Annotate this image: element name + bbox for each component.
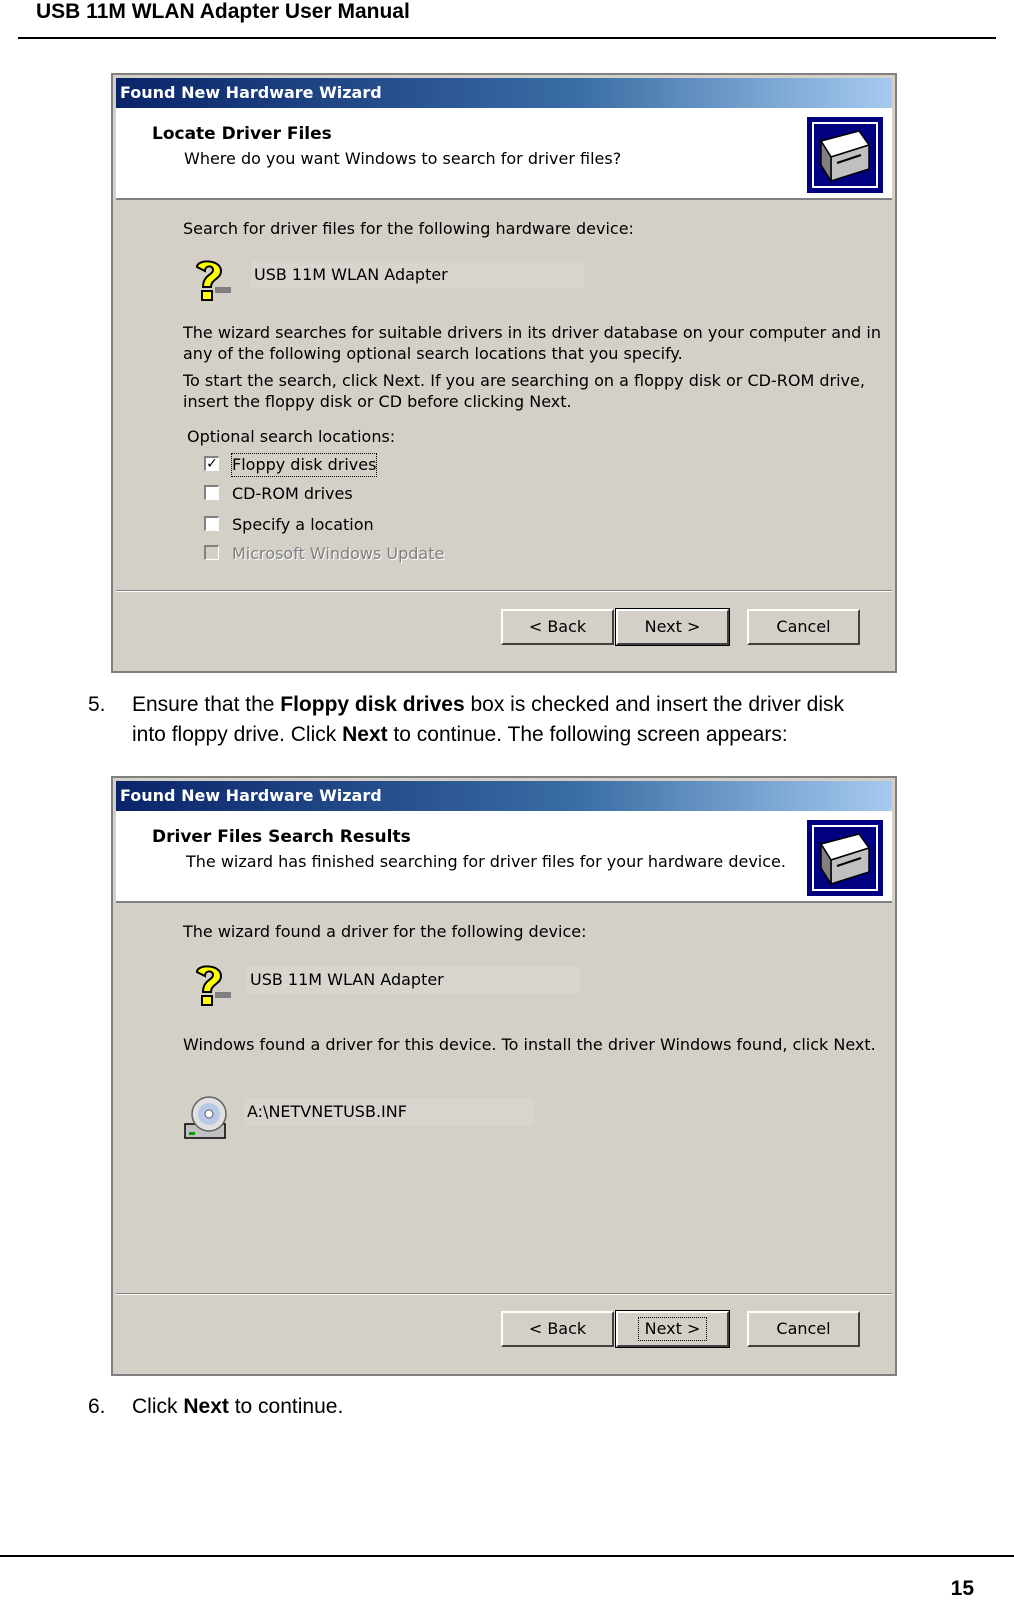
dialog-titlebar: Found New Hardware Wizard <box>116 78 892 108</box>
unknown-device-icon <box>183 962 235 1014</box>
wizard-description-line2: any of the following optional search locations that you specify. <box>183 344 683 363</box>
option-label: Specify a location <box>232 515 374 534</box>
device-name-field: USB 11M WLAN Adapter <box>247 966 580 994</box>
page-number: 15 <box>950 1577 974 1600</box>
wizard-dialog-search-results <box>111 776 897 1376</box>
found-driver-message: Windows found a driver for this device. To install the driver Windows found, click Next. <box>183 1035 876 1054</box>
cancel-button[interactable]: Cancel <box>747 1311 860 1347</box>
floppy-checkbox[interactable]: ✓ <box>204 456 219 471</box>
back-button[interactable]: < Back <box>501 1311 614 1347</box>
back-button[interactable]: < Back <box>501 609 614 645</box>
windows-update-checkbox <box>204 545 219 560</box>
banner-heading: Driver Files Search Results <box>152 827 411 847</box>
unknown-device-icon <box>183 257 235 309</box>
dialog-banner <box>116 811 892 903</box>
found-intro: The wizard found a driver for the following device: <box>183 922 587 941</box>
cdrom-checkbox[interactable] <box>204 485 219 500</box>
search-intro: Search for driver files for the following hardware device: <box>183 219 634 238</box>
wizard-description <box>183 322 881 364</box>
step-number: 6. <box>88 1395 106 1418</box>
wizard-dialog-locate-driver <box>111 73 897 673</box>
specify-location-checkbox[interactable] <box>204 516 219 531</box>
cancel-button[interactable]: Cancel <box>747 609 860 645</box>
cd-drive-icon <box>183 1094 233 1144</box>
dialog-banner <box>116 108 892 200</box>
driver-path-field: A:\NETVNETUSB.INF <box>244 1098 533 1126</box>
step-6 <box>88 1392 988 1422</box>
banner-subheading: Where do you want Windows to search for driver files? <box>184 149 622 168</box>
search-instructions-line2: insert the floppy disk or CD before clicking Next. <box>183 392 572 411</box>
step-number: 5. <box>88 693 106 716</box>
footer-rule <box>0 1555 1014 1557</box>
wizard-description-line1: The wizard searches for suitable drivers in its driver database on your computer and in <box>183 323 881 342</box>
device-name-field: USB 11M WLAN Adapter <box>251 261 584 289</box>
button-separator <box>116 1293 892 1295</box>
banner-heading: Locate Driver Files <box>152 124 332 144</box>
document-header-title: USB 11M WLAN Adapter User Manual <box>36 0 410 23</box>
search-instructions <box>183 370 865 412</box>
header-rule <box>18 37 996 39</box>
hardware-wizard-icon <box>807 117 883 193</box>
step-text: Click Next to continue. <box>132 1395 344 1418</box>
banner-subheading: The wizard has finished searching for driver files for your hardware device. <box>186 852 786 871</box>
option-label: Floppy disk drives <box>232 455 377 474</box>
dialog-titlebar: Found New Hardware Wizard <box>116 781 892 811</box>
option-label: CD-ROM drives <box>232 484 353 503</box>
search-instructions-line1: To start the search, click Next. If you are searching on a floppy disk or CD-ROM drive, <box>183 371 865 390</box>
options-label: Optional search locations: <box>187 427 396 446</box>
button-separator <box>116 590 892 592</box>
next-button[interactable]: Next > <box>616 1311 729 1347</box>
step-5 <box>88 690 988 750</box>
step-text: Ensure that the Floppy disk drives box is checked and insert the driver disk into floppy drive. Click Next to continue. The following screen appears: <box>132 693 845 746</box>
hardware-wizard-icon <box>807 820 883 896</box>
option-label: Microsoft Windows Update <box>232 544 445 563</box>
next-button[interactable]: Next > <box>616 609 729 645</box>
